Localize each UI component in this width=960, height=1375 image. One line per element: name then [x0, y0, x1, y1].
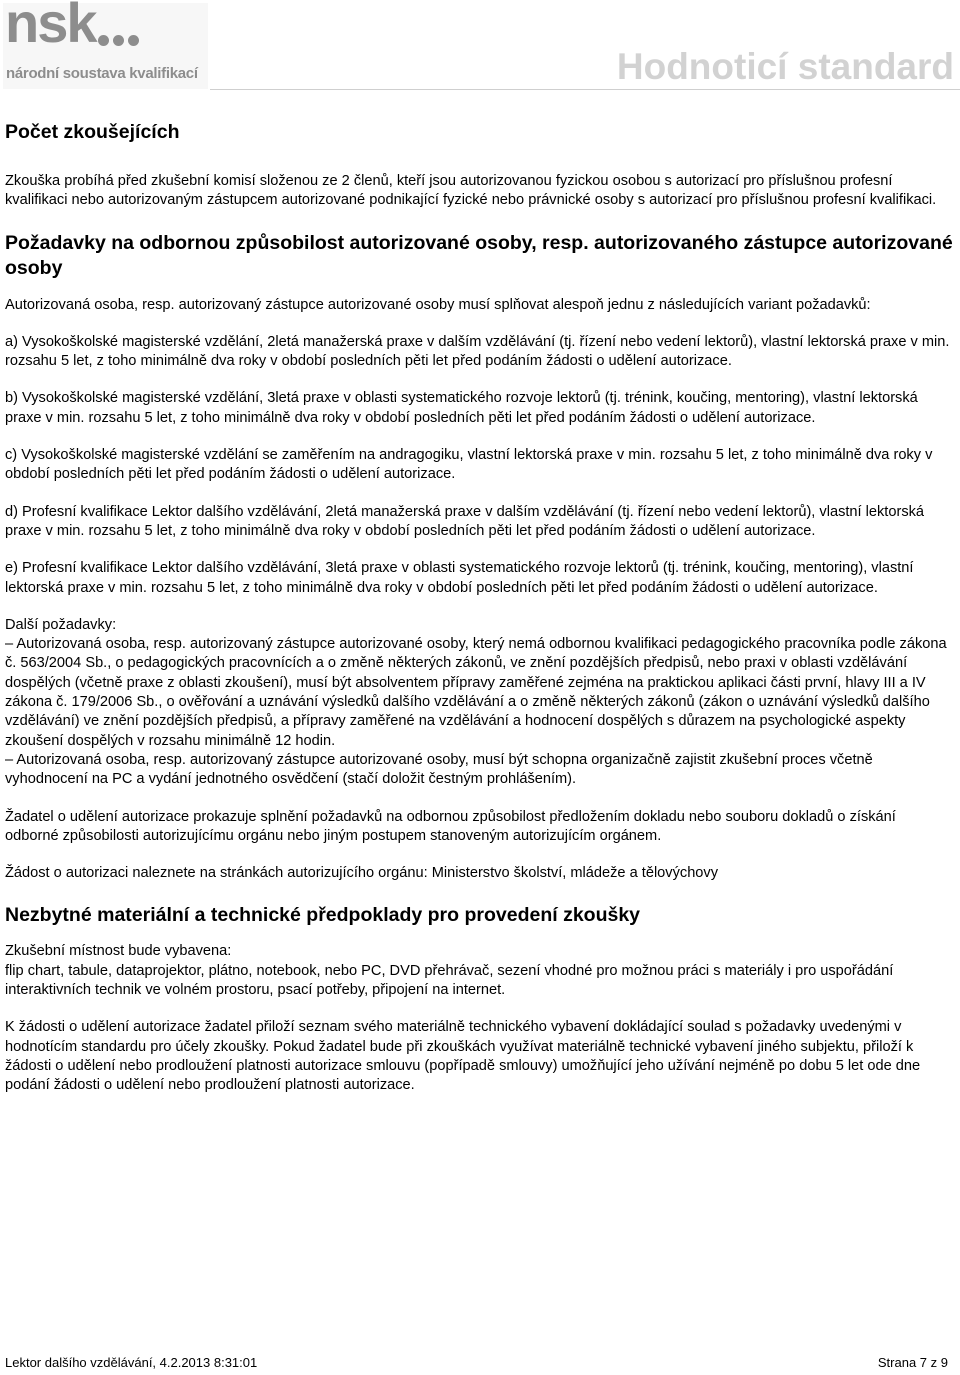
page-header	[0, 0, 960, 92]
room-label: Zkušební místnost bude vybavena:	[5, 943, 232, 960]
applicant-text: Žadatel o udělení autorizace prokazuje splnění požadavků na odbornou způsobilost předložením dokladu nebo souboru dokladů o získání odborné způsobilosti autorizujícímu orgánu nebo jiným postupem stanoveným autorizujícím orgánem.	[5, 808, 896, 844]
nsk-logo	[3, 0, 208, 89]
variant-d: d) Profesní kvalifikace Lektor dalšího vzdělávání, 2letá manažerská praxe v dalším vzdělávání (tj. řízení nebo vedení lektorů), vlastní lektorská praxe v min. rozsahu 5 let, z toho minimálně dva roky v období posledních pěti let před podáním žádosti o udělení autorizace.	[5, 503, 925, 539]
variant-e: e) Profesní kvalifikace Lektor dalšího vzdělávání, 3letá praxe v oblasti systematického rozvoje lektorů (tj. trénink, koučing, mentoring), vlastní lektorská praxe v min. rozsahu 5 let, z toho minimálně dva roky v období posledních pěti let před podáním žádosti o udělení autorizace.	[5, 560, 914, 596]
examiners-text: Zkouška probíhá před zkušební komisí složenou ze 2 členů, kteří jsou autorizovanou fyzickou osobou s autorizací pro příslušnou profesní kvalifikaci nebo autorizovaným zástupcem autorizované podnikající fyzické nebo právnické osoby s autorizací pro příslušnou profesní kvalifikaci.	[5, 173, 937, 209]
page-number: Strana 7 z 9	[877, 1355, 948, 1370]
materials-heading: Nezbytné materiální a technické předpoklady pro provedení zkoušky	[5, 904, 641, 927]
logo-wordmark: nsk	[5, 0, 96, 54]
variant-c: c) Vysokoškolské magisterské vzdělání se zaměřením na andragogiku, vlastní lektorská praxe v min. rozsahu 5 let, z toho minimálně dva roky v období posledních pěti let před podáním žádosti o udělení autorizace.	[5, 447, 933, 483]
application-text: Žádost o autorizaci naleznete na stránkách autorizujícího orgánu: Ministerstvo školství, mládeže a tělovýchovy	[5, 865, 719, 882]
page-content	[5, 120, 953, 1096]
room-equipment-text: flip chart, tabule, dataprojektor, plátno, notebook, nebo PC, DVD přehrávač, sezení vhodné pro možnou práci s materiály i pro uspořádání interaktivních technik ve volném prostoru, psací potřeby, připojení na internet.	[5, 962, 894, 999]
other-requirement-1: – Autorizovaná osoba, resp. autorizovaný zástupce autorizované osoby, který nemá odbornou kvalifikaci pedagogického pracovníka podle zákona č. 563/2004 Sb., o pedagogických pracovnících a o změně některých zákonů, ve znění pozdějších předpisů, nebo praxi v oblasti vzdělávání dospělých (včetně praxe z oblasti zkoušení), musí být absolventem přípravy zaměřené zejména na praktickou aplikaci části první, hlavy III a IV zákona č. 179/2006 Sb., o ověřování a uznávání výsledků dalšího vzdělávání a o změně některých zákonů (zákon o uznávání výsledků dalšího vzdělávání) ve znění pozdějších předpisů, a přípravy zaměřené na vzdělávání a hodnocení dospělých s důrazem na psychologické aspekty zkoušení dospělých v rozsahu minimálně 12 hodin.	[5, 636, 947, 749]
footer-document-info: Lektor dalšího vzdělávání, 4.2.2013 8:31:01	[5, 1355, 258, 1370]
requirements-heading: Požadavky na odbornou způsobilost autorizované osoby, resp. autorizovaného zástupce autorizované osoby	[5, 231, 953, 279]
variant-a: a) Vysokoškolské magisterské vzdělání, 2letá manažerská praxe v dalším vzdělávání (tj. řízení nebo vedení lektorů), vlastní lektorská praxe v min. rozsahu 5 let, z toho minimálně dva roky v období posledních pěti let před podáním žádosti o udělení autorizace.	[5, 333, 950, 370]
variant-b: b) Vysokoškolské magisterské vzdělání, 3letá praxe v oblasti systematického rozvoje lektorů (tj. trénink, koučing, mentoring), vlastní lektorská praxe v min. rozsahu 5 let, z toho minimálně dva roky v období posledních pěti let před podáním žádosti o udělení autorizace.	[5, 390, 918, 426]
logo-subtitle: národní soustava kvalifikací	[6, 65, 198, 82]
header-divider	[210, 89, 960, 90]
other-requirement-2: – Autorizovaná osoba, resp. autorizovaný zástupce autorizované osoby, musí být schopna organizačně zajistit zkušební proces včetně vyhodnocení na PC a vydání jednotného osvědčení (stačí doložit čestným prohlášením).	[5, 751, 873, 788]
other-requirements-label: Další požadavky:	[5, 616, 117, 633]
logo-dots-icon	[98, 33, 143, 51]
requirements-intro: Autorizovaná osoba, resp. autorizovaný zástupce autorizované osoby musí splňovat alespoň jednu z následujících variant požadavků:	[5, 296, 871, 313]
document-type-title: Hodnoticí standard	[616, 46, 954, 87]
examiners-heading: Počet zkoušejících	[5, 121, 180, 143]
equipment-text: K žádosti o udělení autorizace žadatel přiloží seznam svého materiálně technického vybavení dokládající soulad s požadavky uvedenými v hodnotícím standardu pro účely zkoušky. Pokud žadatel bude při zkouškách využívat materiálně technické vybavení jiného subjektu, přiloží k žádosti o udělení nebo prodloužení platnosti autorizace smlouvu (popřípadě smlouvy) umožňující jeho užívání nejméně po dobu 5 let ode dne podání žádosti o udělení nebo prodloužení platnosti autorizace.	[5, 1019, 921, 1094]
